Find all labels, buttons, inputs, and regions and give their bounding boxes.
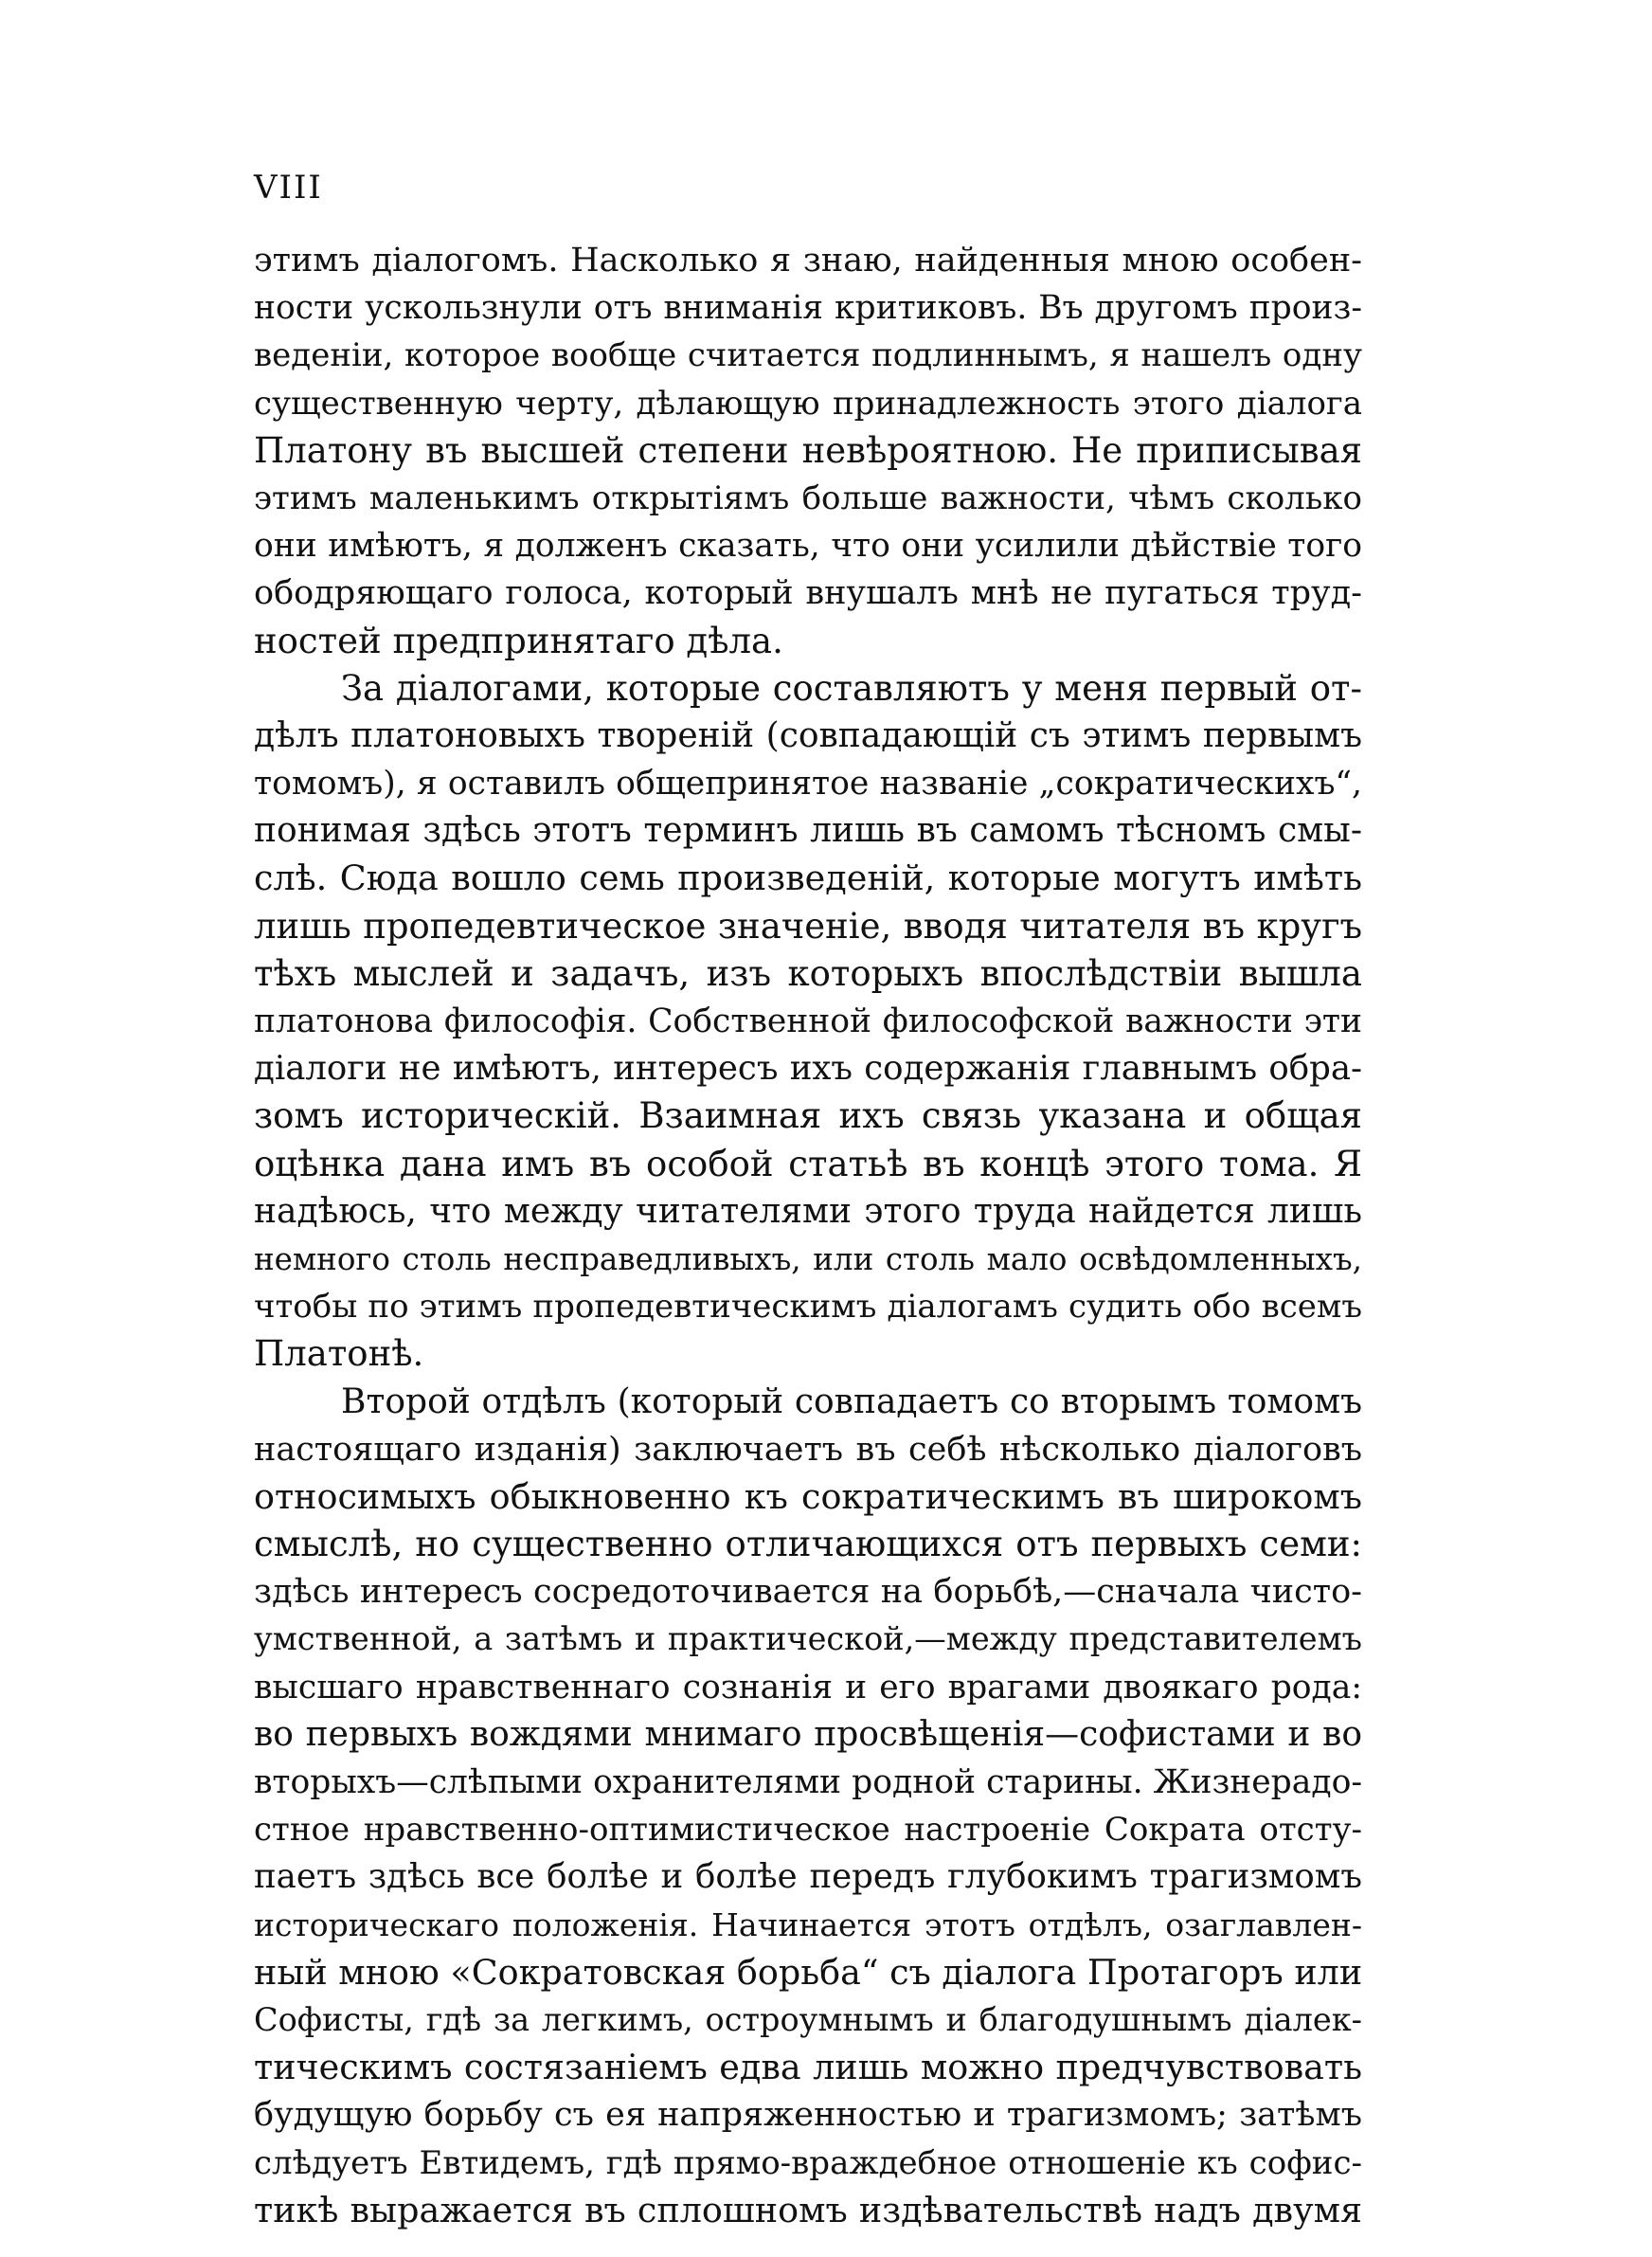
text-line: ный мною «Сократовская борьба“ съ діалога Протагоръ или <box>254 1951 1363 1993</box>
text-line: слѣ. Сюда вошло семь произведеній, которые могутъ имѣть <box>254 858 1362 899</box>
text-line: дѣлъ платоновыхъ твореній (совпадающій съ этимъ первымъ <box>254 715 1362 755</box>
text-line: ностей предпринятаго дѣла. <box>254 620 783 661</box>
text-line: этимъ діалогомъ. Насколько я знаю, найденныя мною особен- <box>254 242 1362 280</box>
text-line: будущую борьбу съ ея напряженностью и трагизмомъ; затѣмъ <box>254 2096 1362 2135</box>
text-line: понимая здѣсь этотъ терминъ лишь въ самомъ тѣсномъ смы- <box>254 811 1362 851</box>
text-line: этимъ маленькимъ открытіямъ больше важности, чѣмъ сколько <box>254 478 1362 517</box>
text-line: ободряющаго голоса, который внушалъ мнѣ не пугаться труд- <box>254 574 1362 613</box>
text-line: тѣхъ мыслей и задачъ, изъ которыхъ впослѣдствіи вышла <box>254 952 1362 994</box>
text-line: діалоги не имѣютъ, интересъ ихъ содержанія главнымъ обра- <box>254 1049 1362 1089</box>
text-line: вторыхъ—слѣпыми охранителями родной старины. Жизнерадо- <box>254 1763 1362 1801</box>
text-line: высшаго нравственнаго сознанія и его врагами двоякаго рода: <box>254 1668 1362 1706</box>
text-line: настоящаго изданія) заключаетъ въ себѣ нѣсколько діалоговъ <box>254 1430 1362 1469</box>
paragraph-1 <box>254 237 1362 665</box>
text-line: ности ускользнули отъ вниманія критиковъ. Въ другомъ произ- <box>254 289 1362 328</box>
text-line: чтобы по этимъ пропедевтическимъ діалогамъ судить обо всемъ <box>254 1288 1362 1327</box>
text-line: платонова философія. Собственной философской важности эти <box>254 1002 1362 1040</box>
text-line: здѣсь интересъ сосредоточивается на борьбѣ,—сначала чисто- <box>254 1573 1362 1612</box>
body-text <box>254 237 1362 2234</box>
text-line: умственной, а затѣмъ и практической,—между представителемъ <box>254 1620 1362 1658</box>
text-line: За діалогами, которые составляютъ у меня первый от- <box>341 667 1362 709</box>
text-line: тическимъ состязаніемъ едва лишь можно предчувствовать <box>254 2047 1362 2088</box>
text-line: Софисты, гдѣ за легкимъ, остроумнымъ и благодушнымъ діалек- <box>254 2000 1362 2038</box>
page-number: VIII <box>254 169 323 207</box>
text-line: томомъ), я оставилъ общепринятое названіе „сократическихъ“, <box>254 765 1362 803</box>
text-line: смыслѣ, но существенно отличающихся отъ первыхъ семи: <box>254 1524 1362 1565</box>
paragraph-2 <box>254 665 1362 1379</box>
text-line: немного столь несправедливыхъ, или столь мало освѣдомленныхъ, <box>254 1240 1362 1277</box>
text-line: они имѣютъ, я долженъ сказать, что они усилили дѣйствіе того <box>254 527 1362 566</box>
text-line: существенную черту, дѣлающую принадлежность этого діалога <box>254 384 1362 423</box>
text-line: историческаго положенія. Начинается этотъ отдѣлъ, озаглавлен- <box>254 1905 1362 1943</box>
text-line: относимыхъ обыкновенно къ сократическимъ въ широкомъ <box>254 1475 1362 1517</box>
text-line: зомъ историческій. Взаимная ихъ связь указана и общая <box>254 1095 1362 1137</box>
paragraph-3 <box>254 1379 1362 2234</box>
text-line: надѣюсь, что между читателями этого труда найдется лишь <box>254 1191 1362 1231</box>
text-line: Платону въ высшей степени невѣроятною. Не приписывая <box>254 429 1362 471</box>
text-line: Платонѣ. <box>254 1333 424 1375</box>
text-line: слѣдуетъ Евтидемъ, гдѣ прямо-враждебное отношеніе къ софис- <box>254 2143 1362 2182</box>
text-line: оцѣнка дана имъ въ особой статьѣ въ концѣ этого тома. Я <box>254 1143 1362 1184</box>
text-line: лишь пропедевтическое значеніе, вводя читателя въ кругъ <box>254 905 1362 947</box>
text-line: во первыхъ вождями мнимаго просвѣщенія—софистами и во <box>254 1714 1362 1754</box>
text-line: стное нравственно-оптимистическое настроеніе Сократа отсту- <box>254 1811 1362 1850</box>
text-line: тикѣ выражается въ сплошномъ издѣвательствѣ надъ двумя <box>254 2189 1362 2230</box>
text-line: веденіи, которое вообще считается подлиннымъ, я нашелъ одну <box>254 336 1362 375</box>
text-line: Второй отдѣлъ (который совпадаетъ со вторымъ томомъ <box>341 1381 1362 1421</box>
text-line: паетъ здѣсь все болѣе и болѣе передъ глубокимъ трагизмомъ <box>254 1857 1362 1897</box>
